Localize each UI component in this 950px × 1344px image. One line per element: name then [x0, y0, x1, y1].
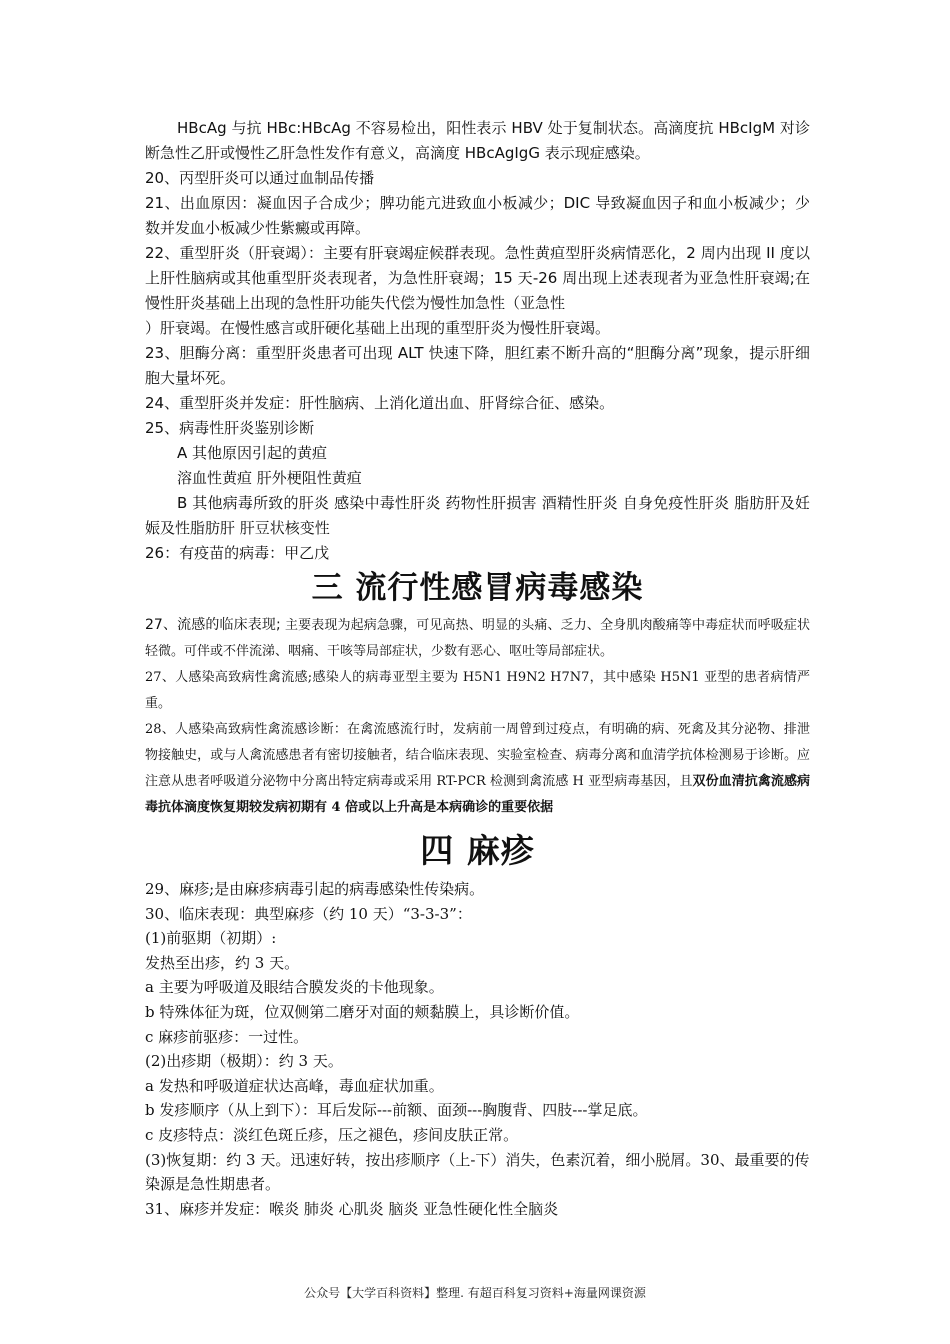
item-20: 20、丙型肝炎可以通过血制品传播	[145, 169, 375, 187]
item-27-clinical-body: 主要表现为起病急骤，可见高热、明显的头痛、乏力、全身肌肉酸痛等中毒症状而呼吸症状轻微。可伴或不伴流涕、咽痛、干咳等局部症状，少数有恶心、呕吐等局部症状。	[145, 618, 811, 659]
item-22-cont: ）肝衰竭。在慢性感言或肝硬化基础上出现的重型肝炎为慢性肝衰竭。	[145, 319, 611, 337]
stage-1-b: b 特殊体征为斑，位双侧第二磨牙对面的颊黏膜上，具诊断价值。	[145, 1002, 580, 1021]
paragraph-hbcag: HBcAg 与抗 HBc:HBcAg 不容易检出，阳性表示 HBV 处于复制状态。高滴度抗 HBcIgM 对诊断急性乙肝或慢性乙肝急性发作有意义，高滴度 HBcAgIgG 表示现症感染。	[145, 119, 810, 162]
stage-1: (1)前驱期（初期）:	[145, 929, 277, 948]
stage-2: (2)出疹期（极期）：约 3 天。	[145, 1052, 343, 1071]
section-heading-measles: 四 麻疹	[420, 831, 535, 870]
item-27-clinical-head: 27、流感的临床表现;	[145, 617, 281, 633]
item-21: 21、出血原因：凝血因子合成少；脾功能亢进致血小板减少；DIC 导致凝血因子和血小板减少；少数并发血小板减少性紫癜或再障。	[145, 194, 810, 237]
stage-1-a: a 主要为呼吸道及眼结合膜发炎的卡他现象。	[145, 978, 444, 997]
section-heading-influenza: 三 流行性感冒病毒感染	[311, 570, 644, 606]
item-25: 25、病毒性肝炎鉴别诊断	[145, 419, 315, 437]
stage-1-c: c 麻疹前驱疹：一过性。	[145, 1027, 309, 1046]
item-27-clinical	[145, 612, 810, 665]
stage-2-b: b 发疹顺序（从上到下）：耳后发际---前额、面颈---胸腹背、四肢---掌足底。	[145, 1101, 648, 1120]
item-24: 24、重型肝炎并发症：肝性脑病、上消化道出血、肝肾综合征、感染。	[145, 394, 615, 412]
page-footer: 公众号【大学百科资料】整理. 有超百科复习资料+海量网课资源	[304, 1286, 646, 1300]
item-31: 31、麻疹并发症：喉炎 肺炎 心肌炎 脑炎 亚急性硬化性全脑炎	[145, 1199, 559, 1218]
item-25-b: B 其他病毒所致的肝炎 感染中毒性肝炎 药物性肝损害 酒精性肝炎 自身免疫性肝炎 脂肪肝及妊娠及性脂肪肝 肝豆状核变性	[145, 494, 810, 537]
item-28-text: 28、人感染高致病性禽流感诊断：在禽流感流行时，发病前一周曾到过疫点，有明确的病、死禽及其分泌物、排泄物接触史，或与人禽流感患者有密切接触者，结合临床表现、实验室检查、病毒分离和血清学抗体检测易于诊断。应注意从患者呼吸道分泌物中分离出特定病毒或采用 RT-PCR 检测到禽流感 H 亚型病毒基因，且	[145, 722, 810, 789]
item-28	[145, 717, 810, 821]
item-25-a: A 其他原因引起的黄疸	[177, 444, 328, 462]
item-30: 30、临床表现：典型麻疹（约 10 天）“3-3-3”：	[145, 904, 472, 923]
stage-3: (3)恢复期：约 3 天。迅速好转，按出疹顺序（上-下）消失，色素沉着，细小脱屑。30、最重要的传染源是急性期患者。	[145, 1150, 810, 1194]
item-22: 22、重型肝炎（肝衰竭）：主要有肝衰竭症候群表现。急性黄疸型肝炎病情恶化，2 周内出现 II 度以上肝性脑病或其他重型肝炎表现者，为急性肝衰竭；15 天-26 周出现上述表现者为亚急性肝衰竭;在慢性肝炎基础上出现的急性肝功能失代偿为慢性加急性（亚急性	[145, 244, 810, 312]
item-23: 23、胆酶分离：重型肝炎患者可出现 ALT 快速下降，胆红素不断升高的“胆酶分离”现象，提示肝细胞大量坏死。	[145, 344, 810, 387]
stage-2-a: a 发热和呼吸道症状达高峰，毒血症状加重。	[145, 1076, 444, 1095]
document-body	[145, 116, 810, 1221]
item-25-a-detail: 溶血性黄疸 肝外梗阻性黄疸	[177, 469, 362, 487]
item-26: 26：有疫苗的病毒：甲乙戊	[145, 544, 330, 562]
item-27-avian: 27、人感染高致病性禽流感;感染人的病毒亚型主要为 H5N1 H9N2 H7N7，其中感染 H5N1 亚型的患者病情严重。	[145, 670, 810, 711]
item-28-bold: 双份血清抗禽流感病毒抗体滴度恢复期较发病初期有 4 倍或以上升高是本病确诊的重要依据	[145, 774, 810, 815]
item-29: 29、麻疹;是由麻疹病毒引起的病毒感染性传染病。	[145, 880, 485, 898]
stage-2-c: c 皮疹特点：淡红色斑丘疹，压之褪色，疹间皮肤正常。	[145, 1125, 519, 1144]
stage-1-duration: 发热至出疹，约 3 天。	[145, 953, 300, 972]
